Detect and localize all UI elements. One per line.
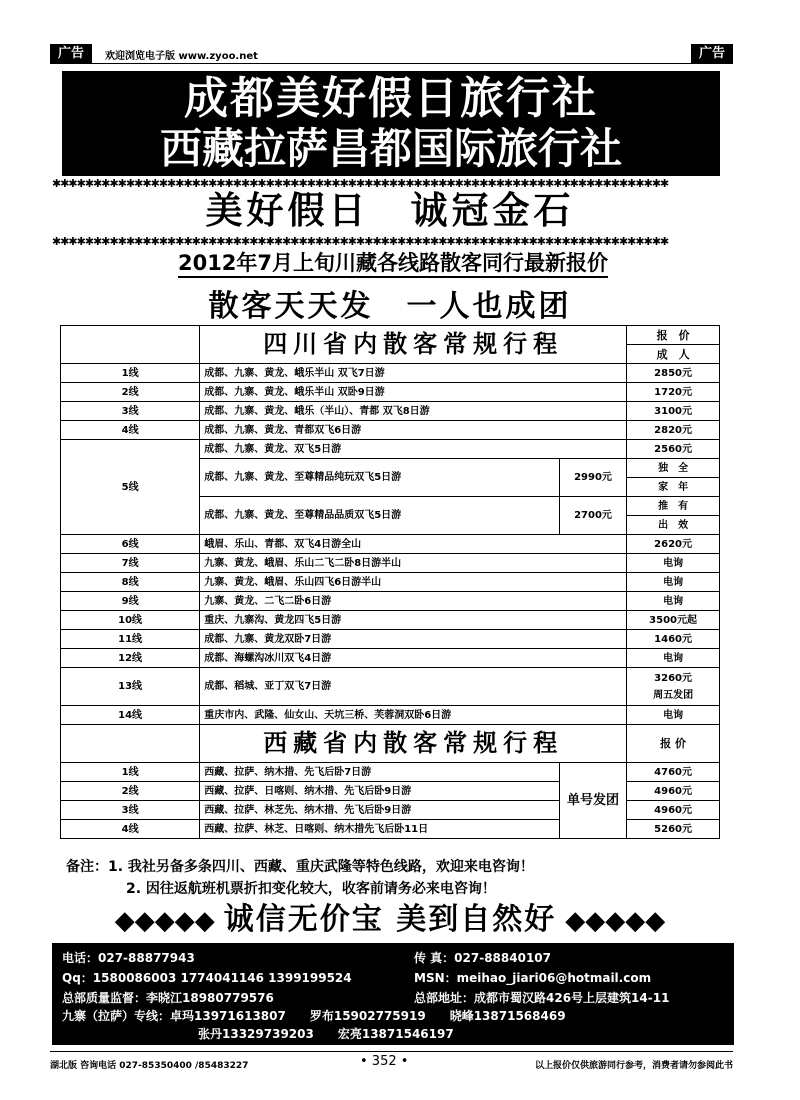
route-price: 3100元 (627, 402, 720, 421)
table-row (61, 364, 720, 383)
supervisor: 总部质量监督：李晓江18980779576 (62, 991, 274, 1005)
slogan: 美好假日 诚冠金石 (205, 189, 575, 232)
route-price: 电询 (627, 592, 720, 611)
table-row (61, 383, 720, 402)
table-row (61, 763, 720, 782)
route-number: 6线 (61, 535, 200, 554)
hotline-2: 张丹13329739203 宏亮13871546197 (198, 1027, 454, 1041)
table-row (61, 706, 720, 725)
hotline: 九寨（拉萨）专线：卓玛13971613807 罗布15902775919 晓峰13871568469 (62, 1009, 566, 1023)
table-row (61, 402, 720, 421)
price-header: 报 价 (627, 725, 720, 763)
route-price: 2560元 (627, 440, 720, 459)
agency-name-2: 西藏拉萨昌都国际旅行社 (159, 124, 622, 173)
site-text: 欢迎浏览电子版 www.zyoo.net (105, 51, 258, 62)
tibet-section-title: 西藏省内散客常规行程 (200, 725, 627, 763)
agency-banner (62, 71, 720, 176)
table-row (61, 668, 720, 706)
address: 总部地址：成都市蜀汉路426号上层建筑14-11 (414, 991, 670, 1005)
diamond-deco-right: ◆◆◆◆◆ (565, 906, 666, 936)
table-row (61, 554, 720, 573)
route-name: 重庆、九寨沟、黄龙四飞5日游 (200, 611, 627, 630)
route-name: 成都、稻城、亚丁双飞7日游 (200, 668, 627, 706)
route-number: 12线 (61, 649, 200, 668)
star-divider-1: ✱✱✱✱✱✱✱✱✱✱✱✱✱✱✱✱✱✱✱✱✱✱✱✱✱✱✱✱✱✱✱✱✱✱✱✱✱✱✱✱✱✱✱✱✱✱✱✱✱✱✱✱✱✱✱✱✱✱✱✱✱✱✱✱✱✱✱✱✱✱✱✱✱✱✱ (52, 178, 669, 190)
route-price: 1720元 (627, 383, 720, 402)
route-price: 5260元 (627, 820, 720, 839)
phone: 电话：027-88877943 (62, 951, 195, 965)
route-number: 3线 (61, 801, 200, 820)
table-corner (61, 326, 200, 364)
star-divider-2: ✱✱✱✱✱✱✱✱✱✱✱✱✱✱✱✱✱✱✱✱✱✱✱✱✱✱✱✱✱✱✱✱✱✱✱✱✱✱✱✱✱✱✱✱✱✱✱✱✱✱✱✱✱✱✱✱✱✱✱✱✱✱✱✱✱✱✱✱✱✱✱✱✱✱✱ (52, 236, 669, 248)
route-number: 8线 (61, 573, 200, 592)
route-name: 成都、九寨、黄龙、至尊精品品质双飞5日游 (200, 497, 560, 535)
side-note: 推 有 (627, 497, 720, 516)
route-name: 成都、九寨、黄龙、双飞5日游 (200, 440, 627, 459)
top-bar (50, 44, 733, 64)
route-price: 1460元 (627, 630, 720, 649)
footer-left: 湖北版 咨询电话 027-85350400 /85483227 (50, 1061, 249, 1071)
route-number: 14线 (61, 706, 200, 725)
table-row (61, 592, 720, 611)
route-name: 成都、九寨、黄龙、至尊精品纯玩双飞5日游 (200, 459, 560, 497)
bottom-bar (50, 1051, 733, 1071)
table-row (61, 630, 720, 649)
notes (66, 856, 534, 900)
route-name: 成都、九寨、黄龙双卧7日游 (200, 630, 627, 649)
departure-note: 单号发团 (559, 763, 626, 839)
route-name: 九寨、黄龙、峨眉、乐山二飞二卧8日游半山 (200, 554, 627, 573)
route-price: 4760元 (627, 763, 720, 782)
route-name: 九寨、黄龙、峨眉、乐山四飞6日游半山 (200, 573, 627, 592)
route-number: 7线 (61, 554, 200, 573)
route-price: 3260元 周五发团 (627, 668, 720, 706)
table-corner (61, 725, 200, 763)
adult-header: 成 人 (627, 345, 720, 364)
route-price: 电询 (627, 573, 720, 592)
headline-text: 2012年7月上旬川藏各线路散客同行最新报价 (178, 251, 608, 278)
slogan-secondary: 散客天天发 一人也成团 (208, 289, 572, 324)
footer-right: 以上报价仅供旅游同行参考，消费者请勿参阅此书 (534, 1061, 733, 1071)
route-number: 10线 (61, 611, 200, 630)
route-price: 2820元 (627, 421, 720, 440)
route-price: 电询 (627, 706, 720, 725)
route-name: 成都、海螺沟冰川双飞4日游 (200, 649, 627, 668)
route-number: 4线 (61, 820, 200, 839)
route-name: 成都、九寨、黄龙、峨乐（半山）、青都 双飞8日游 (200, 402, 627, 421)
route-name: 西藏、拉萨、日喀则、纳木措、先飞后卧9日游 (200, 782, 560, 801)
side-note: 出 效 (627, 516, 720, 535)
price-header: 报 价 (627, 326, 720, 345)
table-row (61, 421, 720, 440)
price-table (60, 325, 720, 839)
route-price: 电询 (627, 554, 720, 573)
route-price: 2620元 (627, 535, 720, 554)
table-row (61, 440, 720, 459)
route-name: 九寨、黄龙、二飞二卧6日游 (200, 592, 627, 611)
route-number: 4线 (61, 421, 200, 440)
route-price: 电询 (627, 649, 720, 668)
route-name: 重庆市内、武隆、仙女山、天坑三桥、芙蓉洞双卧6日游 (200, 706, 627, 725)
route-number: 1线 (61, 364, 200, 383)
route-number: 9线 (61, 592, 200, 611)
route-name: 西藏、拉萨、纳木措、先飞后卧7日游 (200, 763, 560, 782)
ad-tag-left: 广告 (50, 44, 92, 64)
side-note: 家 年 (627, 478, 720, 497)
route-name: 峨眉、乐山、青都、双飞4日游全山 (200, 535, 627, 554)
table-row (61, 573, 720, 592)
route-price: 3500元起 (627, 611, 720, 630)
headline (52, 249, 734, 277)
route-name: 成都、九寨、黄龙、青都双飞6日游 (200, 421, 627, 440)
route-number: 11线 (61, 630, 200, 649)
route-number: 2线 (61, 383, 200, 402)
route-price: 2700元 (559, 497, 626, 535)
footer-slogan (60, 902, 720, 939)
route-name: 成都、九寨、黄龙、峨乐半山 双飞7日游 (200, 364, 627, 383)
route-name: 成都、九寨、黄龙、峨乐半山 双卧9日游 (200, 383, 627, 402)
footer-slogan-text: 诚信无价宝 美到自然好 (223, 902, 557, 937)
route-price: 2990元 (559, 459, 626, 497)
table-row (61, 649, 720, 668)
route-price: 4960元 (627, 782, 720, 801)
table-row (61, 535, 720, 554)
route-number: 5线 (61, 440, 200, 535)
contact-panel (52, 943, 734, 1045)
route-name: 西藏、拉萨、林芝、日喀则、纳木措先飞后卧11日 (200, 820, 560, 839)
note-1: 备注：1. 我社另备多条四川、西藏、重庆武隆等特色线路，欢迎来电咨询！ (66, 859, 534, 875)
diamond-deco-left: ◆◆◆◆◆ (114, 906, 215, 936)
qq: Qq：1580086003 1774041146 1399199524 (62, 971, 352, 985)
route-number: 1线 (61, 763, 200, 782)
note-2: 2. 因往返航班机票折扣变化较大，收客前请务必来电咨询！ (126, 881, 496, 897)
route-price: 2850元 (627, 364, 720, 383)
route-number: 13线 (61, 668, 200, 706)
table-row (61, 611, 720, 630)
fax: 传 真：027-88840107 (414, 951, 552, 965)
msn: MSN：meihao_jiari06@hotmail.com (414, 971, 652, 985)
route-number: 2线 (61, 782, 200, 801)
agency-name-1: 成都美好假日旅行社 (184, 73, 598, 124)
route-price: 4960元 (627, 801, 720, 820)
ad-tag-right: 广告 (691, 44, 733, 64)
route-name: 西藏、拉萨、林芝先、纳木措、先飞后卧9日游 (200, 801, 560, 820)
page-number: • 352 • (360, 1054, 409, 1069)
route-number: 3线 (61, 402, 200, 421)
side-note: 独 全 (627, 459, 720, 478)
sichuan-section-title: 四川省内散客常规行程 (200, 326, 627, 364)
